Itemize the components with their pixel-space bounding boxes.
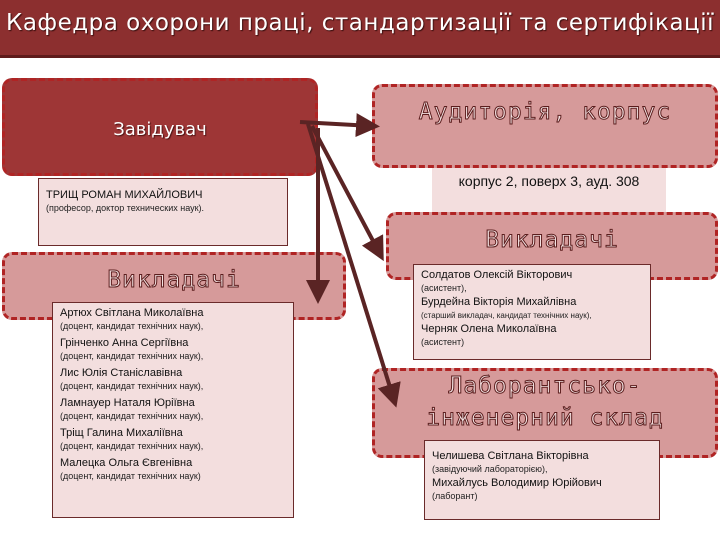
teachers-right-role-0: (асистент),: [421, 283, 467, 293]
teachers-right-name-1: Бурдейна Вікторія Михайлівна: [421, 296, 577, 308]
teachers-right-name-2: Черняк Олена Миколаївна: [421, 323, 557, 335]
lab-heading-line1: Лаборантсько-: [448, 373, 642, 399]
teachers-left-role-3: (доцент, кандидат технічних наук),: [60, 411, 204, 421]
teachers-left-panel: [52, 302, 294, 518]
teachers-left-role-4: (доцент, кандидат технічних наук),: [60, 441, 204, 451]
head-role: (професор, доктор технических наук).: [46, 203, 205, 213]
arrow-to-teachers-right: [312, 126, 380, 254]
teachers-left-role-5: (доцент, кандидат технічних наук): [60, 471, 201, 481]
teachers-left-name-4: Тріщ Галина Михаліївна: [60, 427, 183, 439]
teachers-left-name-3: Ламнауер Наталя Юріївна: [60, 397, 195, 409]
teachers-left-role-1: (доцент, кандидат технічних наук),: [60, 351, 204, 361]
auditorium-panel: [432, 168, 666, 214]
lab-panel: [424, 440, 660, 520]
auditorium-box: [372, 84, 718, 168]
lab-name-0: Челишева Світлана Вікторівна: [432, 450, 589, 462]
head-name: ТРИЩ РОМАН МИХАЙЛОВИЧ: [46, 189, 203, 201]
teachers-left-name-0: Артюх Світлана Миколаївна: [60, 307, 204, 319]
teachers-right-heading: Викладачі: [485, 227, 619, 253]
head-panel: [38, 178, 288, 246]
teachers-right-panel: [413, 264, 651, 360]
title-banner: [0, 0, 720, 58]
lab-role-0: (завідуючий лабораторією),: [432, 464, 548, 474]
teachers-left-heading: Викладачі: [107, 267, 241, 293]
teachers-right-role-1: (старший викладач, кандидат технічних наук),: [421, 311, 592, 320]
head-box: [2, 78, 318, 176]
teachers-left-name-2: Лис Юлія Станіславівна: [60, 367, 183, 379]
teachers-right-role-2: (асистент): [421, 337, 465, 347]
teachers-left-role-2: (доцент, кандидат технічних наук),: [60, 381, 204, 391]
auditorium-value: корпус 2, поверх 3, ауд. 308: [458, 173, 640, 189]
lab-role-1: (лаборант): [432, 491, 478, 501]
head-heading: Завідувач: [113, 119, 207, 140]
page-title: Кафедра охорони праці, стандартизації та сертифікації: [6, 10, 714, 36]
teachers-left-role-0: (доцент, кандидат технічних наук),: [60, 321, 204, 331]
lab-heading-line2: інженерний склад: [426, 405, 664, 431]
teachers-right-name-0: Солдатов Олексій Вікторович: [421, 269, 573, 281]
lab-name-1: Михайлусь Володимир Юрійович: [432, 477, 602, 489]
teachers-left-name-1: Грінченко Анна Сергіївна: [60, 337, 189, 349]
auditorium-heading: Аудиторія, корпус: [418, 99, 672, 125]
teachers-left-name-5: Малецка Ольга Євгенівна: [60, 457, 193, 469]
